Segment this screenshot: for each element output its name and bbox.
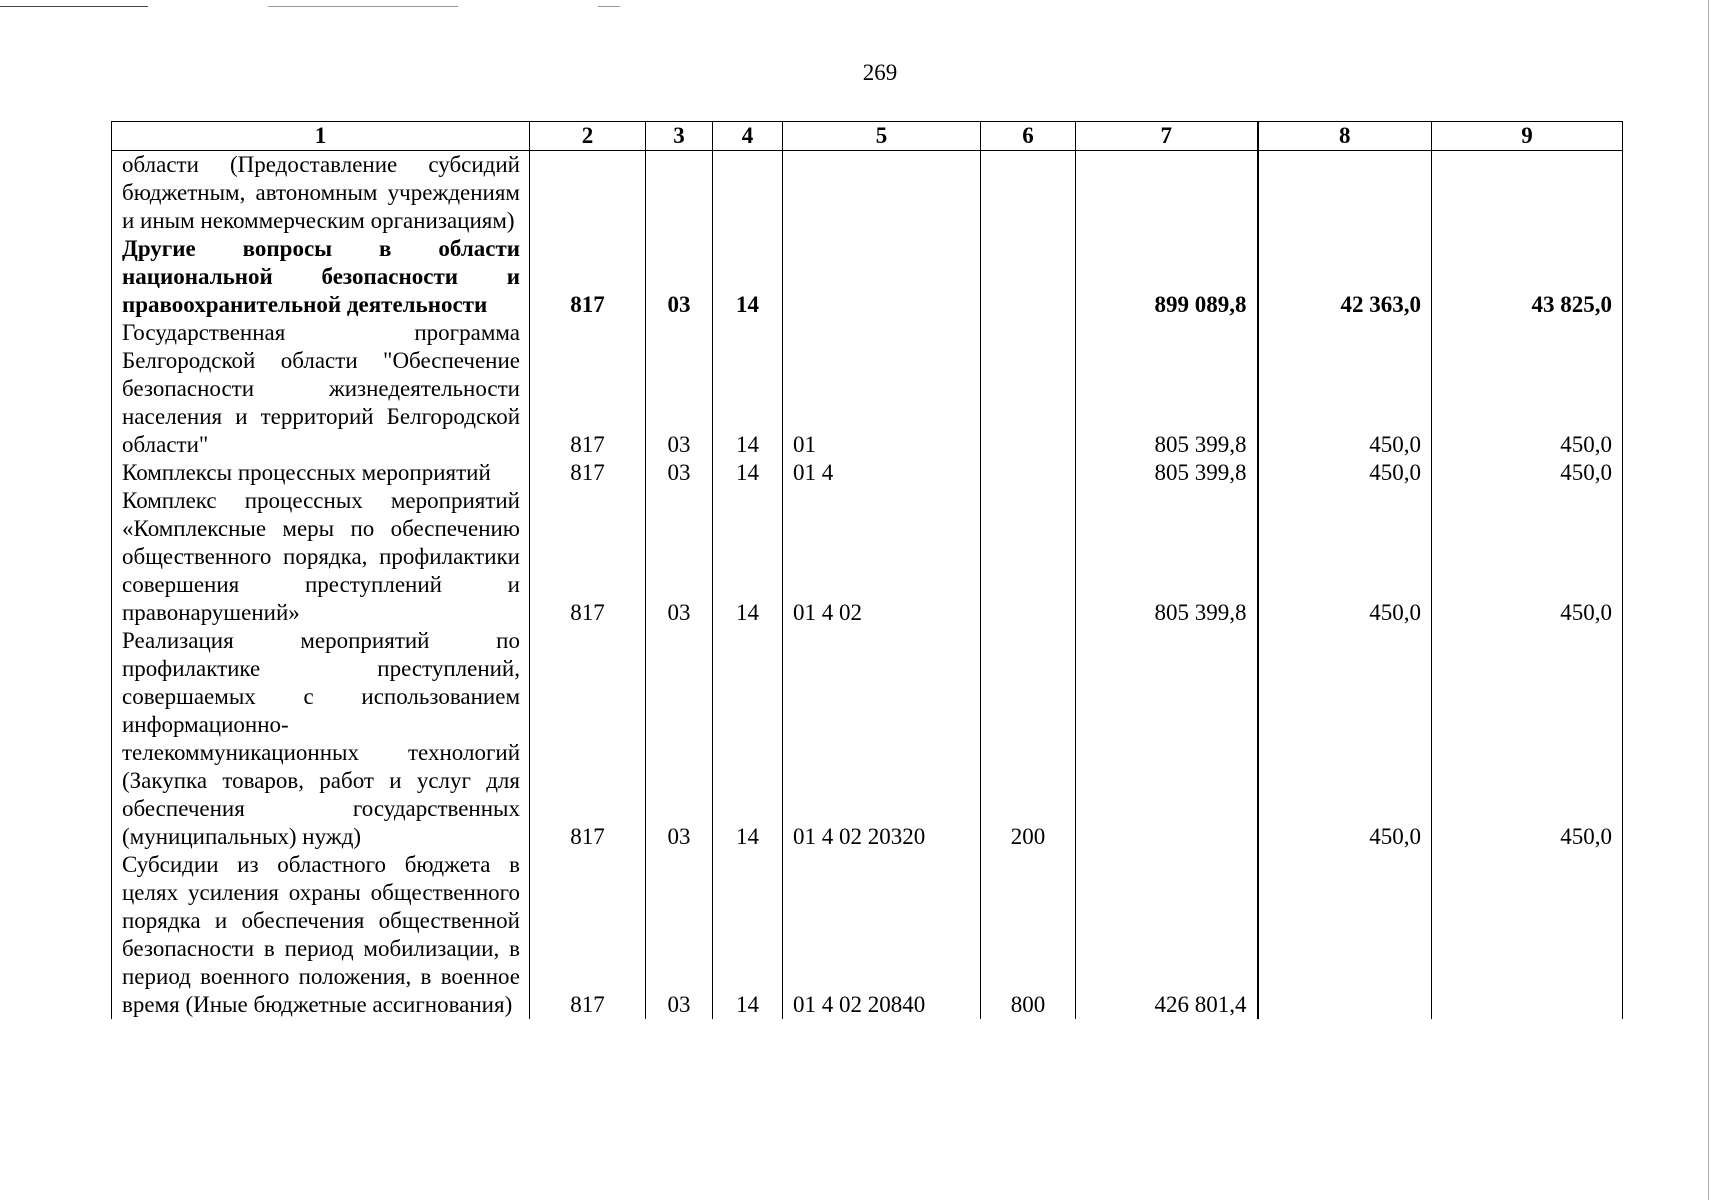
cell-expense-type: 800	[981, 851, 1076, 1019]
cell-amount-2: 450,0	[1258, 319, 1432, 459]
column-header: 2	[530, 122, 646, 151]
cell-subsection: 14	[713, 851, 783, 1019]
cell-amount-3: 43 825,0	[1432, 235, 1623, 319]
cell-amount-3	[1432, 851, 1623, 1019]
cell-ministry-code: 817	[530, 319, 646, 459]
cell-section: 03	[646, 851, 713, 1019]
cell-subsection	[713, 151, 783, 236]
cell-subsection: 14	[713, 627, 783, 851]
cell-amount-2: 450,0	[1258, 487, 1432, 627]
column-header: 5	[783, 122, 981, 151]
row-name: Другие вопросы в области национальной безопасности и правоохранительной деятельности	[112, 235, 530, 319]
cell-target-article: 01 4 02 20840	[783, 851, 981, 1019]
cell-amount-3: 450,0	[1432, 487, 1623, 627]
cell-amount-2: 450,0	[1258, 627, 1432, 851]
row-name: Реализация мероприятий по профилактике преступлений, совершаемых с использованием информационно-телекоммуникационных технологий (Закупка товаров, работ и услуг для обеспечения государственных (муниципальных) нужд)	[112, 627, 530, 851]
row-name: области (Предоставление субсидий бюджетным, автономным учреждениям и иным некоммерческим организациям)	[112, 151, 530, 236]
budget-table	[111, 121, 1623, 1019]
cell-amount-2: 450,0	[1258, 459, 1432, 487]
table-row	[112, 459, 1623, 487]
column-header: 1	[112, 122, 530, 151]
cell-section: 03	[646, 235, 713, 319]
column-header: 8	[1258, 122, 1432, 151]
cell-ministry-code	[530, 151, 646, 236]
cell-amount-1: 805 399,8	[1076, 487, 1258, 627]
table-row	[112, 627, 1623, 851]
cell-amount-1: 805 399,8	[1076, 319, 1258, 459]
table-row	[112, 851, 1623, 1019]
cell-ministry-code: 817	[530, 851, 646, 1019]
cell-section: 03	[646, 459, 713, 487]
column-header: 4	[713, 122, 783, 151]
cell-expense-type	[981, 487, 1076, 627]
cell-amount-1	[1076, 151, 1258, 236]
cell-expense-type	[981, 459, 1076, 487]
cell-target-article	[783, 151, 981, 236]
cell-amount-1: 426 801,4	[1076, 851, 1258, 1019]
scan-edge-line	[598, 6, 620, 7]
page-number: 269	[862, 60, 898, 85]
column-header: 7	[1076, 122, 1258, 151]
column-header: 6	[981, 122, 1076, 151]
cell-subsection: 14	[713, 459, 783, 487]
cell-section	[646, 151, 713, 236]
cell-amount-3: 450,0	[1432, 319, 1623, 459]
row-name: Комплекс процессных мероприятий «Комплексные меры по обеспечению общественного порядка, профилактики совершения преступлений и правонарушений»	[112, 487, 530, 627]
cell-amount-2	[1258, 851, 1432, 1019]
cell-section: 03	[646, 319, 713, 459]
cell-subsection: 14	[713, 319, 783, 459]
cell-expense-type	[981, 235, 1076, 319]
table-row	[112, 151, 1623, 236]
cell-ministry-code: 817	[530, 459, 646, 487]
cell-target-article	[783, 235, 981, 319]
cell-amount-1	[1076, 627, 1258, 851]
cell-section: 03	[646, 487, 713, 627]
cell-subsection: 14	[713, 487, 783, 627]
column-header: 3	[646, 122, 713, 151]
cell-target-article: 01 4 02	[783, 487, 981, 627]
cell-ministry-code: 817	[530, 235, 646, 319]
cell-amount-1: 899 089,8	[1076, 235, 1258, 319]
cell-target-article: 01 4 02 20320	[783, 627, 981, 851]
cell-amount-3	[1432, 151, 1623, 236]
row-name: Комплексы процессных мероприятий	[112, 459, 530, 487]
cell-ministry-code: 817	[530, 487, 646, 627]
cell-section: 03	[646, 627, 713, 851]
header-row	[112, 122, 1623, 151]
cell-target-article: 01 4	[783, 459, 981, 487]
scan-edge-line	[1708, 0, 1709, 1200]
cell-amount-2	[1258, 151, 1432, 236]
column-header: 9	[1432, 122, 1623, 151]
row-name: Субсидии из областного бюджета в целях усиления охраны общественного порядка и обеспечения общественной безопасности в период мобилизации, в период военного положения, в военное время (Иные бюджетные ассигнования)	[112, 851, 530, 1019]
table-row	[112, 487, 1623, 627]
cell-ministry-code: 817	[530, 627, 646, 851]
table-row	[112, 235, 1623, 319]
cell-expense-type: 200	[981, 627, 1076, 851]
cell-target-article: 01	[783, 319, 981, 459]
cell-expense-type	[981, 319, 1076, 459]
scan-edge-line	[268, 6, 458, 7]
cell-amount-3: 450,0	[1432, 627, 1623, 851]
cell-amount-3: 450,0	[1432, 459, 1623, 487]
table-row	[112, 319, 1623, 459]
scan-edge-line	[0, 6, 148, 7]
cell-subsection: 14	[713, 235, 783, 319]
row-name: Государственная программа Белгородской области "Обеспечение безопасности жизнедеятельности населения и территорий Белгородской области"	[112, 319, 530, 459]
cell-amount-1: 805 399,8	[1076, 459, 1258, 487]
cell-amount-2: 42 363,0	[1258, 235, 1432, 319]
cell-expense-type	[981, 151, 1076, 236]
